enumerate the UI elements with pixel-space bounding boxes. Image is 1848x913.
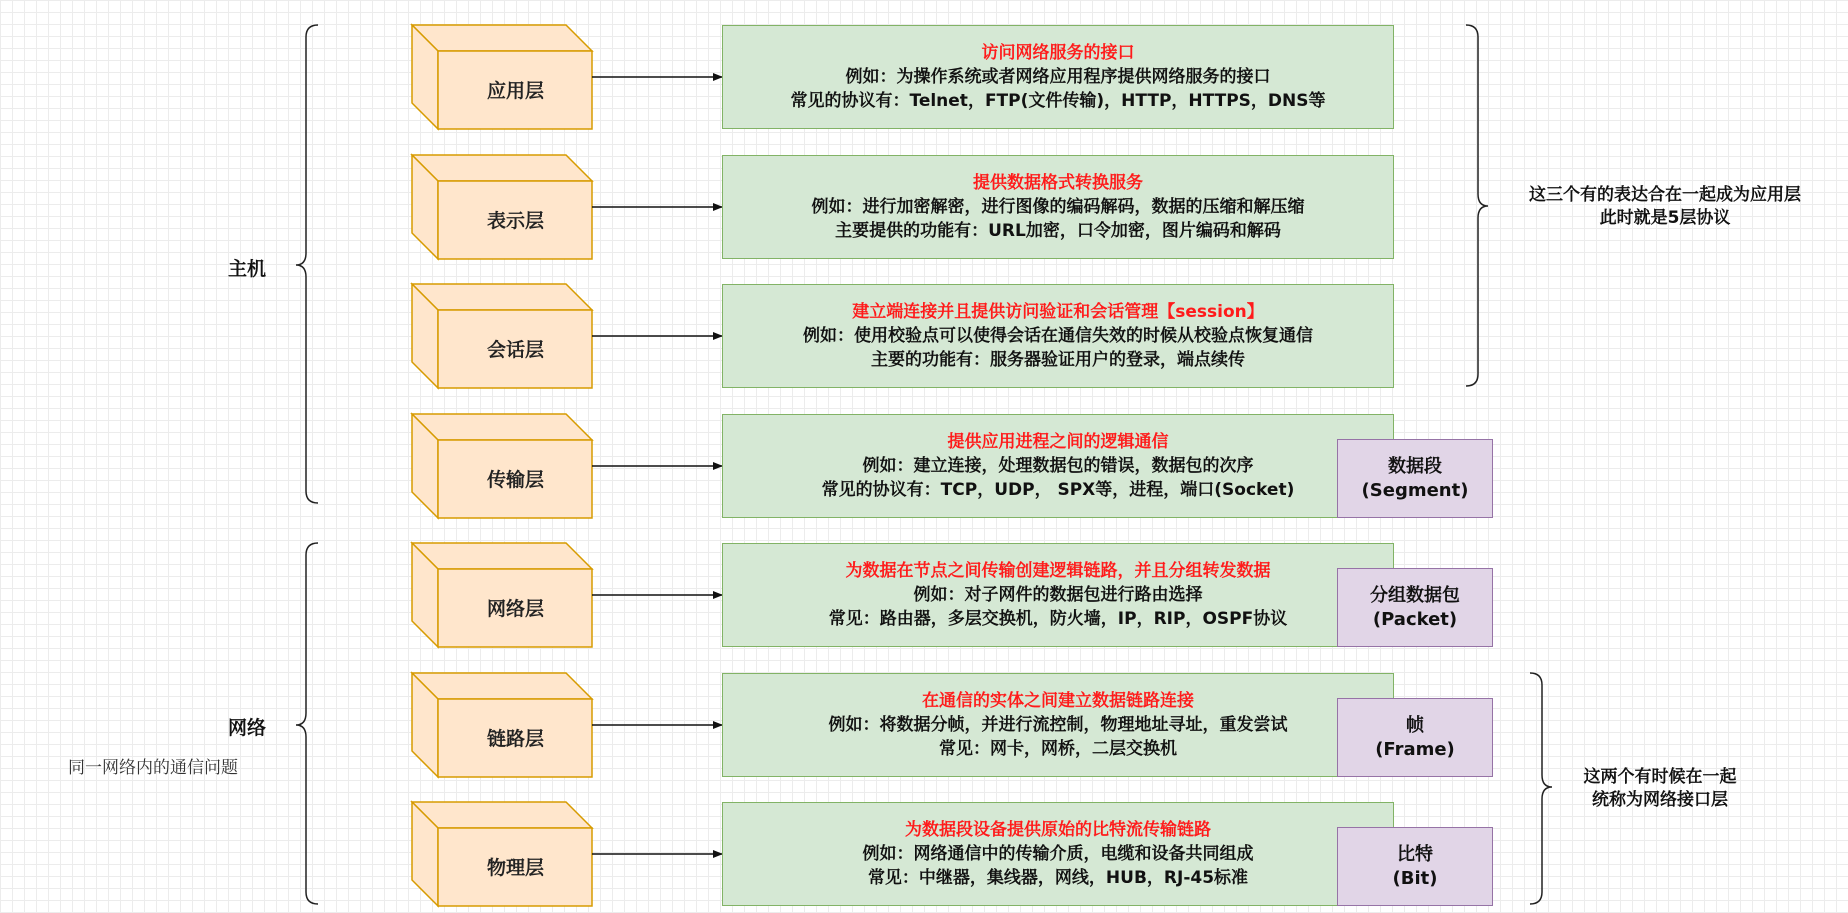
layer-function-title: 在通信的实体之间建立数据链路连接 bbox=[922, 691, 1194, 711]
host-brace bbox=[296, 25, 318, 503]
data-unit-english: (Segment) bbox=[1361, 479, 1469, 501]
layer-description bbox=[722, 25, 1394, 129]
layer-description-line: 常见：路由器，多层交换机，防火墙，IP，RIP，OSPF协议 bbox=[828, 609, 1288, 629]
layer-name: 物理层 bbox=[486, 857, 544, 879]
layer-description-line: 常见的协议有：TCP，UDP， SPX等，进程，端口(Socket) bbox=[821, 480, 1295, 500]
layer-description bbox=[722, 155, 1394, 259]
host-label: 主机 bbox=[228, 258, 267, 280]
layer-description bbox=[722, 802, 1394, 906]
lower-layers-brace bbox=[1530, 673, 1552, 904]
network-label: 网络 bbox=[228, 717, 267, 739]
layer-function-title: 提供数据格式转换服务 bbox=[973, 173, 1143, 193]
data-unit-english: (Frame) bbox=[1375, 738, 1455, 760]
data-unit-name: 比特 bbox=[1397, 843, 1433, 865]
data-unit-name: 分组数据包 bbox=[1370, 584, 1460, 606]
lower-layers-note-line-2: 统称为网络接口层 bbox=[1592, 790, 1728, 810]
layer-name: 应用层 bbox=[486, 80, 544, 102]
layer-function-title: 建立端连接并且提供访问验证和会话管理【session】 bbox=[852, 302, 1264, 322]
layer-function-title: 访问网络服务的接口 bbox=[981, 43, 1135, 63]
layer-description-line: 例如：网络通信中的传输介质，电缆和设备共同组成 bbox=[862, 844, 1254, 864]
layer-name: 会话层 bbox=[486, 339, 544, 361]
network-sublabel: 同一网络内的通信问题 bbox=[68, 758, 238, 778]
layer-description-line: 例如：使用校验点可以使得会话在通信失效的时候从校验点恢复通信 bbox=[803, 326, 1313, 346]
layer-function-title: 提供应用进程之间的逻辑通信 bbox=[947, 432, 1169, 452]
upper-layers-note bbox=[1500, 184, 1830, 230]
layer-name: 传输层 bbox=[486, 469, 544, 491]
layer-description-line: 主要的功能有：服务器验证用户的登录，端点续传 bbox=[871, 350, 1245, 370]
data-unit-english: (Bit) bbox=[1392, 867, 1438, 889]
upper-layers-note-line-1: 这三个有的表达合在一起成为应用层 bbox=[1529, 185, 1801, 205]
upper-layers-brace bbox=[1466, 25, 1488, 386]
layer-description-line: 例如：为操作系统或者网络应用程序提供网络服务的接口 bbox=[845, 67, 1271, 87]
layer-function-title: 为数据在节点之间传输创建逻辑链路，并且分组转发数据 bbox=[845, 561, 1271, 581]
layer-name: 链路层 bbox=[486, 728, 544, 750]
data-unit-box bbox=[1337, 439, 1493, 518]
layer-description-line: 主要提供的功能有：URL加密，口令加密，图片编码和解码 bbox=[835, 221, 1281, 241]
layer-description-line: 常见：网卡，网桥，二层交换机 bbox=[939, 739, 1177, 759]
layer-description bbox=[722, 673, 1394, 777]
data-unit-name: 数据段 bbox=[1388, 455, 1442, 477]
data-unit-box bbox=[1337, 568, 1493, 647]
data-unit-box bbox=[1337, 827, 1493, 906]
data-unit-english: (Packet) bbox=[1372, 608, 1458, 630]
layer-description-line: 常见的协议有：Telnet，FTP(文件传输)，HTTP，HTTPS，DNS等 bbox=[790, 91, 1326, 111]
upper-layers-note-line-2: 此时就是5层协议 bbox=[1599, 208, 1731, 228]
layer-description-line: 例如：建立连接，处理数据包的错误，数据包的次序 bbox=[862, 456, 1254, 476]
layer-description bbox=[722, 284, 1394, 388]
network-brace bbox=[296, 543, 318, 904]
layer-description-line: 常见：中继器，集线器，网线，HUB，RJ-45标准 bbox=[867, 868, 1249, 888]
layer-name: 网络层 bbox=[486, 598, 544, 620]
layer-description-line: 例如：进行加密解密，进行图像的编码解码，数据的压缩和解压缩 bbox=[811, 197, 1305, 217]
data-unit-name: 帧 bbox=[1406, 714, 1424, 736]
layer-description bbox=[722, 414, 1394, 518]
lower-layers-note bbox=[1560, 766, 1760, 812]
data-unit-box bbox=[1337, 698, 1493, 777]
layer-description-line: 例如：对子网件的数据包进行路由选择 bbox=[913, 585, 1203, 605]
lower-layers-note-line-1: 这两个有时候在一起 bbox=[1583, 767, 1737, 787]
layer-name: 表示层 bbox=[486, 210, 544, 232]
layer-description bbox=[722, 543, 1394, 647]
layer-function-title: 为数据段设备提供原始的比特流传输链路 bbox=[905, 820, 1211, 840]
layer-description-line: 例如：将数据分帧，并进行流控制，物理地址寻址，重发尝试 bbox=[828, 715, 1288, 735]
